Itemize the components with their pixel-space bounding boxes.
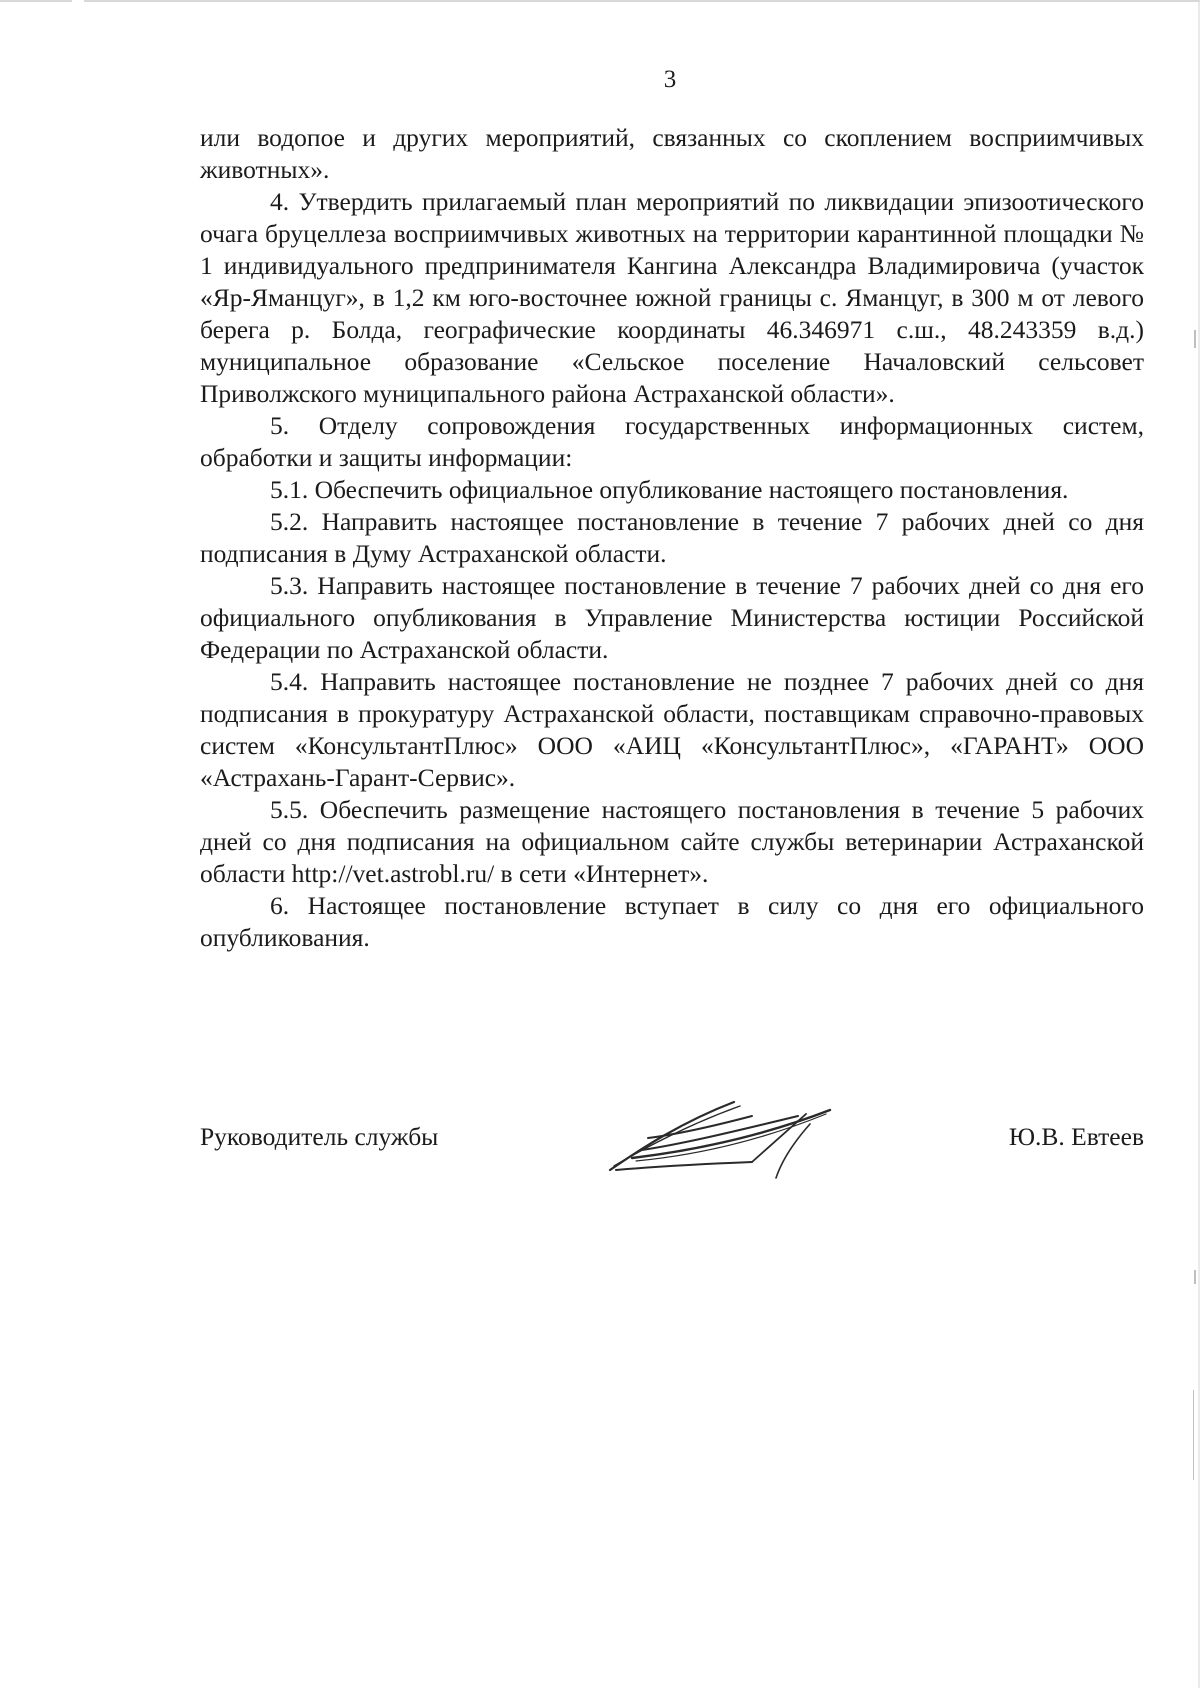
page-number: 3 xyxy=(663,66,677,93)
signer-title: Руководитель службы xyxy=(200,1122,439,1151)
paragraph: 5.3. Направить настоящее постановление в течение 7 рабочих дней со дня его официального опубликования в Управление Министерства юстиции Российской Федерации по Астраханской области. xyxy=(200,571,1144,664)
scan-speck xyxy=(1194,1270,1196,1284)
paragraph: 5.1. Обеспечить официальное опубликование настоящего постановления. xyxy=(270,475,1069,504)
scan-speck xyxy=(1193,1390,1194,1480)
scan-speck xyxy=(1194,330,1196,348)
paragraph: 6. Настоящее постановление вступает в силу со дня его официального опубликования. xyxy=(200,891,1144,952)
paragraph: 5.4. Направить настоящее постановление не позднее 7 рабочих дней со дня подписания в прокуратуру Астраханской области, поставщикам справочно-правовых систем «КонсультантПлюс» ООО «АИЦ «КонсультантПлюс», «ГАРАНТ» ООО «Астрахань-Гарант-Сервис». xyxy=(200,667,1144,792)
signature-block xyxy=(200,1108,1144,1151)
document-body xyxy=(200,122,1144,954)
paragraph: 5. Отделу сопровождения государственных информационных систем, обработки и защиты информации: xyxy=(200,411,1144,472)
paragraph: или водопое и других мероприятий, связанных со скоплением восприимчивых животных». xyxy=(200,123,1144,184)
scan-edge-top xyxy=(0,0,1200,2)
paragraph: 4. Утвердить прилагаемый план мероприятий по ликвидации эпизоотического очага бруцеллеза восприимчивых животных на территории карантинной площадки № 1 индивидуального предпринимателя Кангина Александра Владимировича (участок «Яр-Яманцуг», в 1,2 км юго-восточнее южной границы с. Яманцуг, в 300 м от левого берега р. Болда, географические координаты 46.346971 с.ш., 48.243359 в.д.) муниципальное образование «Сельское поселение Началовский сельсовет Приволжского муниципального района Астраханской области». xyxy=(200,187,1144,408)
handwritten-signature xyxy=(602,1086,842,1181)
paragraph: 5.2. Направить настоящее постановление в течение 7 рабочих дней со дня подписания в Думу Астраханской области. xyxy=(200,507,1144,568)
paragraph: 5.5. Обеспечить размещение настоящего постановления в течение 5 рабочих дней со дня подписания на официальном сайте службы ветеринарии Астраханской области http://vet.astrobl.ru/ в сети «Интернет». xyxy=(200,795,1144,888)
signer-name: Ю.В. Евтеев xyxy=(1008,1122,1144,1151)
